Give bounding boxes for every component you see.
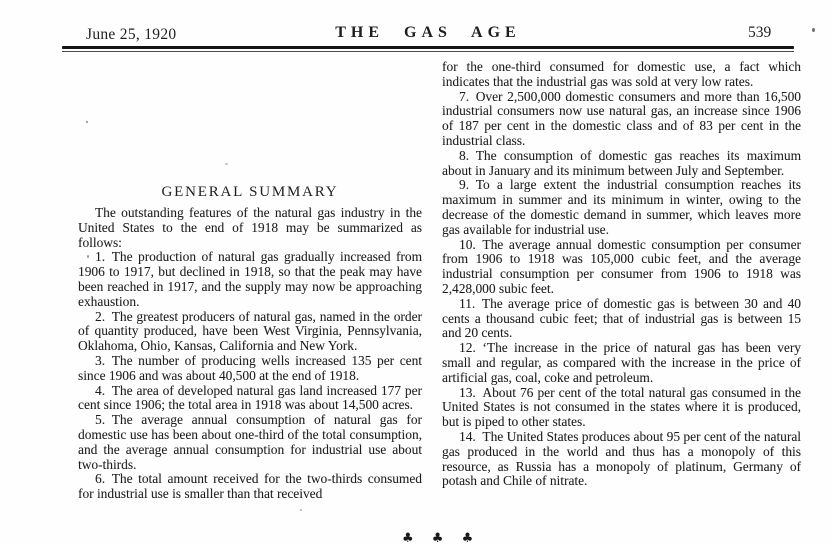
journal-date: June 25, 1920 — [86, 26, 177, 43]
paragraph-intro: The outstanding features of the natural gas industry in the United States to the end of 1918 may be summarized as follows: — [78, 205, 422, 250]
paragraph-item-1: 1. The production of natural gas gradually increased from 1906 to 1917, but declined in 1918, so that the peak may have been reached in 1917, and the supply may now be approaching exhaustion. — [78, 249, 422, 309]
paragraph-item-6: 6. The total amount received for the two-thirds consumed for industrial use is smaller than that received — [78, 471, 422, 502]
paragraph-item-11: 11. The average price of domestic gas is between 30 and 40 cents a thousand cubic feet; that of industrial gas is between 15 and 20 cents. — [442, 295, 801, 341]
paragraph-item-7: 7. Over 2,500,000 domestic consumers and more than 16,500 industrial consumers now use natural gas, an increase since 1906 of 187 per cent in the domestic class and of 83 per cent in the industrial class. — [442, 88, 801, 148]
section-heading: GENERAL SUMMARY — [161, 184, 339, 200]
header-rule-thin — [62, 51, 794, 52]
header-rule-thick — [62, 46, 794, 49]
scan-speck — [300, 509, 302, 511]
paragraph-item-4: 4. The area of developed natural gas land increased 177 per cent since 1906; the total area in 1918 was about 14,500 acres. — [78, 382, 422, 413]
paragraph-item-5: 5. The average annual consumption of natural gas for domestic use has been about one-third of the total consumption, and the average annual consumption for industrial use about two-thirds. — [78, 412, 422, 472]
scan-speck — [812, 28, 815, 32]
paragraph-item-13: 13. About 76 per cent of the total natural gas consumed in the United States is not consumed in the states where it is produced, but is piped to other states. — [442, 384, 801, 430]
paragraph-continuation: for the one-third consumed for domestic use, a fact which indicates that the industrial gas was sold at very low rates. — [442, 59, 801, 89]
scan-speck — [87, 255, 89, 258]
paragraph-item-8: 8. The consumption of domestic gas reaches its maximum about in January and its minimum between July and September. — [442, 147, 801, 178]
fleuron-icon: ♣ — [431, 531, 444, 544]
left-column — [78, 184, 422, 502]
paragraph-item-14: 14. The United States produces about 95 per cent of the natural gas produced in the world and thus has a monopoly of this resource, as Russia has a monopoly of platinum, Germany of potash and Chile of nitrate. — [442, 428, 801, 489]
fleuron-icon: ♣ — [461, 531, 474, 544]
section-divider-ornaments — [402, 531, 512, 544]
header-rule — [62, 46, 794, 52]
paragraph-item-10: 10. The average annual domestic consumption per consumer from 1906 to 1918 was 105,000 cubic feet, and the average industrial consumption per consumer from 1906 to 1918 was 2,428,000 subic feet. — [442, 236, 801, 296]
paragraph-item-12: 12. ‘The increase in the price of natural gas has been very small and regular, as compared with the increase in the price of artificial gas, coal, coke and petroleum. — [442, 340, 801, 385]
fleuron-icon: ♣ — [402, 531, 414, 544]
journal-title: THE GAS AGE — [335, 24, 521, 41]
paragraph-item-3: 3. The number of producing wells increased 135 per cent since 1906 and was about 40,500 at the end of 1918. — [78, 352, 422, 383]
page-number: 539 — [748, 24, 772, 41]
paragraph-item-2: 2. The greatest producers of natural gas, named in the order of quantity produced, have been West Virginia, Pennsylvania, Oklahoma, Ohio, Kansas, California and New York. — [78, 308, 422, 354]
right-column — [442, 60, 801, 489]
scan-speck — [86, 121, 88, 123]
scan-speck — [225, 163, 228, 165]
paragraph-item-9: 9. To a large extent the industrial consumption reaches its maximum in summer and its minimum in winter, owing to the decrease of the domestic demand in summer, which leaves more gas available for industrial use. — [442, 177, 801, 237]
